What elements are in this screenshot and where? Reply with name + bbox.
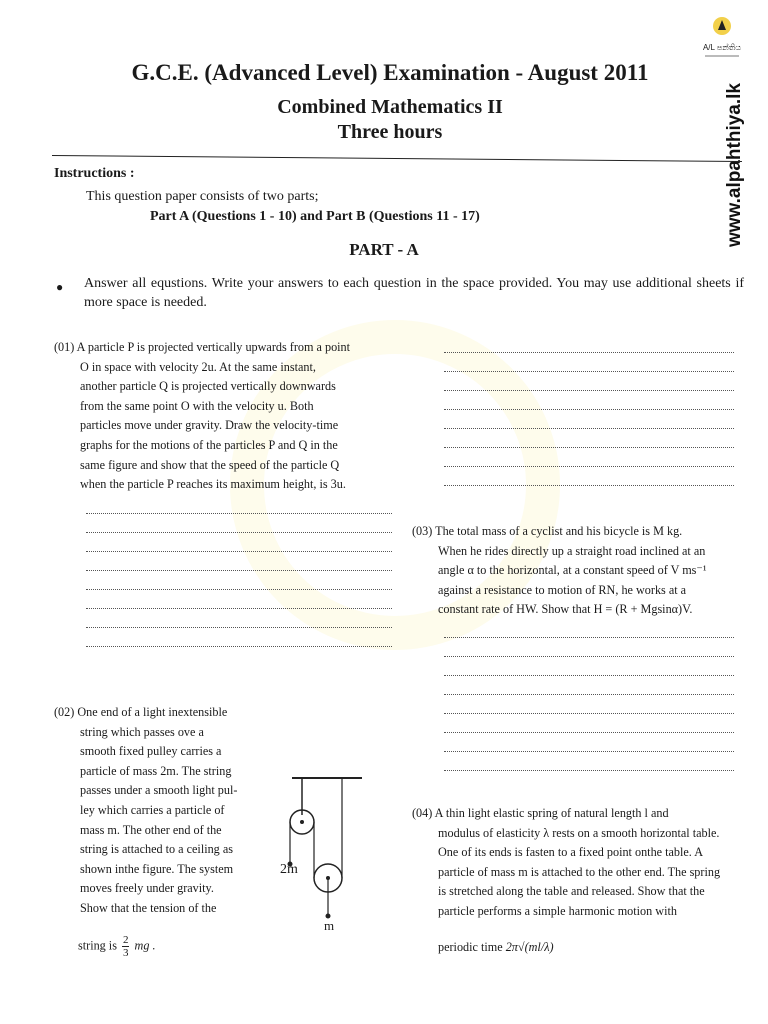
- question-01-line: when the particle P reaches its maximum height, is 3u.: [80, 477, 346, 492]
- fraction-numerator: 2: [122, 934, 129, 946]
- question-04: [412, 804, 738, 922]
- question-02-line: shown inthe figure. The system: [80, 861, 234, 876]
- publisher-logo: [700, 16, 744, 57]
- answer-line[interactable]: [86, 646, 392, 647]
- answer-line[interactable]: [444, 371, 734, 372]
- question-03-line: When he rides directly up a straight road inclined at an: [438, 543, 706, 558]
- answer-line[interactable]: [444, 732, 734, 733]
- header-divider: [52, 155, 742, 162]
- general-instruction: Answer all equstions. Write your answers to each question in the space provided. You may use additional sheets if more space is needed.: [84, 276, 744, 310]
- exam-title: G.C.E. (Advanced Level) Examination - August 2011: [131, 60, 649, 85]
- question-01: [54, 338, 390, 495]
- answer-line[interactable]: [86, 570, 392, 571]
- answer-line[interactable]: [444, 675, 734, 676]
- period-formula: 2π√(ml/λ): [505, 940, 554, 954]
- question-03-line: against a resistance to motion of RN, he works at a: [438, 582, 687, 597]
- question-01-line: (01) A particle P is projected vertically upwards from a point: [54, 340, 351, 354]
- question-02-result: [78, 934, 156, 959]
- question-02-line: string is attached to a ceiling as: [80, 842, 233, 857]
- result-prefix: string is: [78, 938, 117, 953]
- exam-subject: Combined Mathematics II: [277, 96, 503, 118]
- answer-line[interactable]: [444, 656, 734, 657]
- question-04-line: One of its ends is fasten to a fixed point onthe table. A: [438, 845, 704, 860]
- answer-line[interactable]: [86, 627, 392, 628]
- instructions-heading: Instructions :: [54, 166, 135, 181]
- question-02-line: particle of mass 2m. The string: [80, 763, 232, 778]
- question-01-line: same figure and show that the speed of the particle Q: [80, 457, 340, 472]
- question-02-line: smooth fixed pulley carries a: [80, 744, 222, 759]
- site-watermark-text: www.alpahthiya.lk: [724, 82, 745, 248]
- answer-line[interactable]: [444, 637, 734, 638]
- question-02-line: moves freely under gravity.: [80, 881, 214, 896]
- label-2m: 2m: [280, 862, 298, 877]
- instructions-line-2: Part A (Questions 1 - 10) and Part B (Questions 11 - 17): [150, 209, 480, 224]
- pulley-figure: [270, 770, 380, 940]
- answer-line[interactable]: [444, 466, 734, 467]
- question-01-line: from the same point O with the velocity u. Both: [80, 398, 314, 413]
- period-prefix: periodic time: [438, 940, 503, 954]
- question-03-line: (03) The total mass of a cyclist and his bicycle is M kg.: [412, 524, 683, 538]
- answer-line[interactable]: [444, 447, 734, 448]
- question-01-line: particles move under gravity. Draw the velocity-time: [80, 418, 339, 433]
- question-01-line: O in space with velocity 2u. At the same instant,: [80, 359, 316, 374]
- logo-emblem-icon: [712, 16, 732, 36]
- question-02-line: ley which carries a particle of: [80, 802, 225, 817]
- label-m: m: [324, 918, 335, 933]
- logo-underline: [705, 55, 739, 57]
- fixed-pulley-axle: [300, 820, 304, 824]
- question-02-line: (02) One end of a light inextensible: [54, 705, 228, 719]
- answer-line[interactable]: [86, 589, 392, 590]
- exam-duration: Three hours: [337, 121, 443, 143]
- answer-line[interactable]: [86, 608, 392, 609]
- answer-line[interactable]: [444, 770, 734, 771]
- question-03: [412, 522, 738, 620]
- answer-line[interactable]: [444, 751, 734, 752]
- question-04-line: modulus of elasticity λ rests on a smooth horizontal table.: [438, 825, 720, 840]
- answer-line[interactable]: [86, 532, 392, 533]
- question-04-line: is stretched along the table and released. Show that the: [438, 884, 705, 899]
- logo-text: A/L පන්තිය: [702, 43, 742, 52]
- result-suffix: mg .: [134, 938, 156, 953]
- site-watermark: [720, 60, 750, 270]
- answer-line[interactable]: [444, 409, 734, 410]
- question-02-line: mass m. The other end of the: [80, 822, 222, 837]
- answer-line[interactable]: [86, 551, 392, 552]
- question-02: [54, 703, 252, 919]
- bullet-icon: ●: [56, 280, 64, 294]
- answer-line[interactable]: [444, 694, 734, 695]
- answer-line[interactable]: [444, 390, 734, 391]
- answer-line[interactable]: [444, 428, 734, 429]
- answer-line[interactable]: [444, 713, 734, 714]
- question-02-line: passes under a smooth light pul-: [80, 783, 238, 798]
- question-03-line: constant rate of HW. Show that H = (R + Mgsinα)V.: [438, 602, 693, 617]
- question-04-line: particle performs a simple harmonic motion with: [438, 903, 677, 918]
- answer-line[interactable]: [444, 485, 734, 486]
- part-a-heading: PART - A: [349, 240, 419, 259]
- question-04-period: [438, 940, 554, 955]
- instructions-line-1: This question paper consists of two parts;: [86, 189, 319, 204]
- answer-line[interactable]: [444, 352, 734, 353]
- fraction-denominator: 3: [122, 947, 129, 959]
- fraction: [122, 934, 130, 959]
- question-04-line: (04) A thin light elastic spring of natural length l and: [412, 806, 669, 820]
- question-03-line: angle α to the horizontal, at a constant speed of V ms⁻¹: [438, 563, 707, 578]
- question-01-line: graphs for the motions of the particles P and Q in the: [80, 437, 338, 452]
- question-02-line: string which passes ove a: [80, 724, 204, 739]
- question-02-line: Show that the tension of the: [80, 900, 217, 915]
- answer-line[interactable]: [86, 513, 392, 514]
- question-04-line: particle of mass m is attached to the other end. The spring: [438, 864, 721, 879]
- question-01-line: another particle Q is projected vertically downwards: [80, 379, 336, 394]
